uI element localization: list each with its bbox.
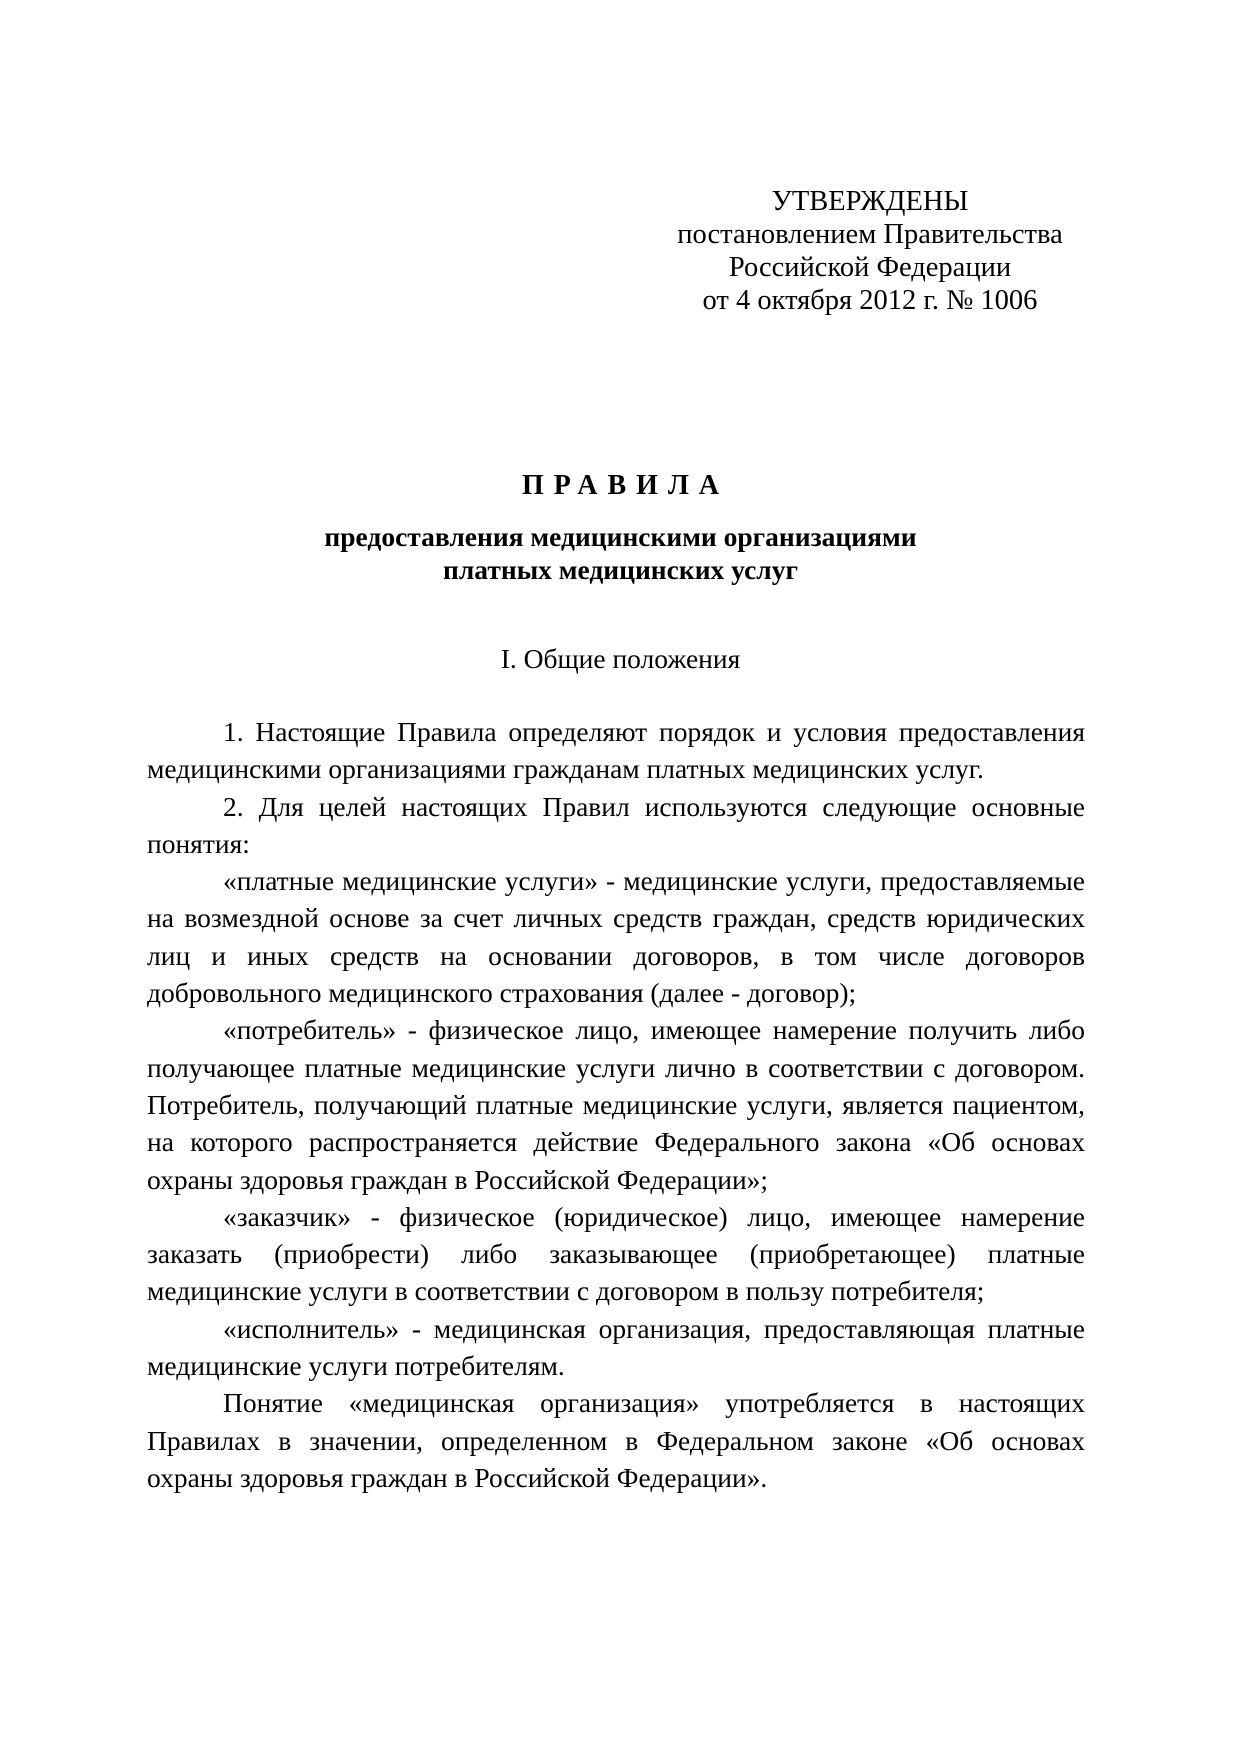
document-title: ПРАВИЛА [521, 470, 730, 501]
paragraph-2: 2. Для целей настоящих Правил используются следующие основные понятия: [147, 790, 1085, 859]
approval-authority: постановлением Правительства [677, 219, 1063, 250]
approval-country: Российской Федерации [728, 252, 1012, 283]
subtitle-line-2: платных медицинских услуг [443, 554, 798, 585]
definition-contractor: «исполнитель» - медицинская организация, предоставляющая платные медицинские услуги потребителям. [147, 1312, 1085, 1382]
approval-block [660, 185, 1080, 317]
definition-consumer: «потребитель» - физическое лицо, имеющее намерение получить либо получающее платные медицинские услуги лично в соответствии с договором. Потребитель, получающий платные медицинские услуги, является пациентом, на которого распространяется действие Федерального закона «Об основах охраны здоровья граждан в Российской Федерации»; [147, 1014, 1085, 1195]
section-heading: I. Общие положения [500, 643, 741, 674]
paragraph-medical-organization: Понятие «медицинская организация» употребляется в настоящих Правилах в значении, определенном в Федеральном законе «Об основах охраны здоровья граждан в Российской Федерации». [147, 1387, 1085, 1493]
approval-date-number: от 4 октября 2012 г. № 1006 [702, 285, 1038, 316]
definition-customer: «заказчик» - физическое (юридическое) лицо, имеющее намерение заказать (приобрести) либо заказывающее (приобретающее) платные медицинские услуги в соответствии с договором в пользу потребителя; [147, 1200, 1085, 1307]
definition-paid-services: «платные медицинские услуги» - медицинские услуги, предоставляемые на возмездной основе за счет личных средств граждан, средств юридических лиц и иных средств на основании договоров, в том числе договоров добровольного медицинского страхования (далее - договор); [147, 865, 1085, 1009]
document-subtitle [0, 520, 1241, 586]
paragraph-1: 1. Настоящие Правила определяют порядок и условия предоставления медицинскими организациями гражданам платных медицинских услуг. [147, 716, 1085, 785]
title-block [0, 469, 1241, 586]
subtitle-line-1: предоставления медицинскими организациями [324, 521, 917, 552]
document-body [147, 713, 1085, 1496]
approval-heading: УТВЕРЖДЕНЫ [771, 186, 969, 217]
